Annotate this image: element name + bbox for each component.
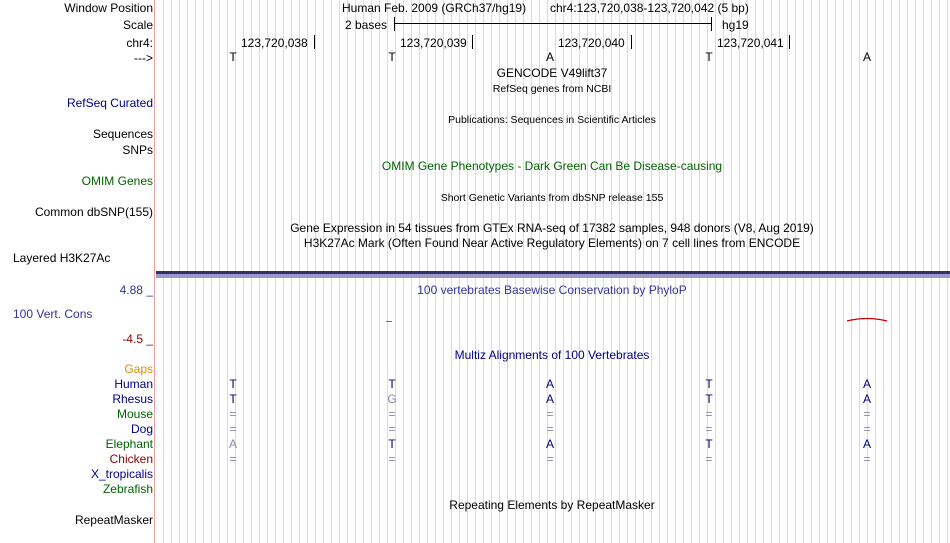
phylop-curve — [845, 315, 889, 323]
phylop-min-label: -4.5 _ — [122, 332, 153, 346]
ref-base: A — [545, 50, 554, 64]
species-label: Human — [114, 377, 153, 391]
chrom-label: chr4: — [126, 36, 153, 50]
position-text[interactable]: chr4:123,720,038-123,720,042 (5 bp) — [550, 1, 749, 15]
coord-3-tick — [631, 35, 632, 49]
alignment-base: T — [388, 377, 396, 391]
dbsnp-track-label[interactable]: Common dbSNP(155) — [34, 205, 153, 219]
alignment-base: = — [705, 407, 713, 421]
alignment-base: A — [228, 437, 237, 451]
repeat-track-title: Repeating Elements by RepeatMasker — [449, 498, 655, 512]
alignment-base: T — [705, 377, 713, 391]
alignment-base: = — [863, 407, 871, 421]
phylop-max-label: 4.88 _ — [119, 283, 153, 297]
coord-3: 123,720,040 — [558, 36, 625, 50]
coord-2: 123,720,039 — [400, 36, 467, 50]
track-separator-shade — [156, 274, 950, 278]
alignment-base: = — [546, 422, 554, 436]
species-label: Zebrafish — [102, 482, 153, 496]
omim-track-label[interactable]: OMIM Genes — [81, 174, 153, 188]
coord-1: 123,720,038 — [241, 36, 308, 50]
species-label: Mouse — [116, 407, 153, 421]
coord-1-tick — [314, 35, 315, 49]
alignment-base: T — [229, 377, 237, 391]
scale-bar-left-tick — [394, 17, 395, 31]
scale-bar — [395, 23, 711, 24]
alignment-base: = — [229, 452, 237, 466]
alignment-base: T — [705, 392, 713, 406]
ref-base: T — [705, 50, 713, 64]
coord-2-tick — [472, 35, 473, 49]
dbsnp-track-title: Short Genetic Variants from dbSNP release 155 — [440, 192, 664, 204]
alignment-base: = — [705, 452, 713, 466]
species-label: Elephant — [105, 437, 153, 451]
alignment-base: A — [862, 437, 871, 451]
alignment-base: = — [229, 407, 237, 421]
alignment-base: = — [546, 452, 554, 466]
scale-text: 2 bases — [345, 18, 388, 32]
alignment-base: = — [863, 422, 871, 436]
scale-bar-right-tick — [711, 17, 712, 31]
alignment-base: T — [229, 392, 237, 406]
h3k27ac-track-title: H3K27Ac Mark (Often Found Near Active Regulatory Elements) on 7 cell lines from ENCODE — [303, 236, 801, 250]
phylop-mark — [386, 321, 392, 322]
ref-base: T — [388, 50, 396, 64]
gtex-track-title: Gene Expression in 54 tissues from GTEx RNA-seq of 17382 samples, 948 donors (V8, Aug 2019) — [290, 221, 814, 235]
gencode-track-title[interactable]: GENCODE V49lift37 — [496, 66, 608, 80]
alignment-base: = — [546, 407, 554, 421]
multiz-track-title: Multiz Alignments of 100 Vertebrates — [454, 348, 650, 362]
alignment-base: = — [388, 407, 396, 421]
snps-track-label[interactable]: SNPs — [122, 143, 153, 157]
db-text: hg19 — [722, 18, 749, 32]
alignment-base: A — [862, 377, 871, 391]
alignment-base: = — [863, 452, 871, 466]
alignment-base: = — [388, 452, 396, 466]
cons-track-label[interactable]: 100 Vert. Cons — [13, 307, 93, 321]
assembly-text: Human Feb. 2009 (GRCh37/hg19) — [342, 1, 527, 15]
scale-label: Scale — [122, 18, 153, 32]
alignment-base: A — [862, 392, 871, 406]
omim-track-title: OMIM Gene Phenotypes - Dark Green Can Be Disease-causing — [381, 159, 723, 173]
phylop-track-title: 100 vertebrates Basewise Conservation by PhyloP — [417, 283, 687, 297]
ref-base: A — [862, 50, 871, 64]
species-label: Dog — [130, 422, 153, 436]
refseq-track-label[interactable]: RefSeq Curated — [66, 96, 153, 110]
alignment-base: = — [229, 422, 237, 436]
alignment-base: G — [387, 392, 397, 406]
alignment-base: = — [388, 422, 396, 436]
publications-track-title: Publications: Sequences in Scientific Articles — [448, 114, 656, 126]
coord-4: 123,720,041 — [717, 36, 784, 50]
sequences-track-label[interactable]: Sequences — [92, 127, 153, 141]
alignment-base: A — [545, 377, 554, 391]
refseq-track-subtitle: RefSeq genes from NCBI — [492, 83, 612, 95]
alignment-base: T — [388, 437, 396, 451]
coord-4-tick — [789, 35, 790, 49]
label-divider — [154, 0, 155, 543]
repeat-track-label[interactable]: RepeatMasker — [74, 513, 153, 527]
alignment-base: T — [705, 437, 713, 451]
alignment-base: A — [545, 392, 554, 406]
alignment-base: = — [705, 422, 713, 436]
window-position-label: Window Position — [64, 1, 153, 15]
alignment-base: A — [545, 437, 554, 451]
h3k27ac-track-label[interactable]: Layered H3K27Ac — [13, 251, 111, 265]
species-label: Rhesus — [112, 392, 153, 406]
species-label: Chicken — [109, 452, 153, 466]
gaps-label: Gaps — [124, 362, 153, 376]
ref-base: T — [229, 50, 237, 64]
strand-label: ---> — [134, 51, 153, 65]
species-label: X_tropicalis — [90, 467, 153, 481]
